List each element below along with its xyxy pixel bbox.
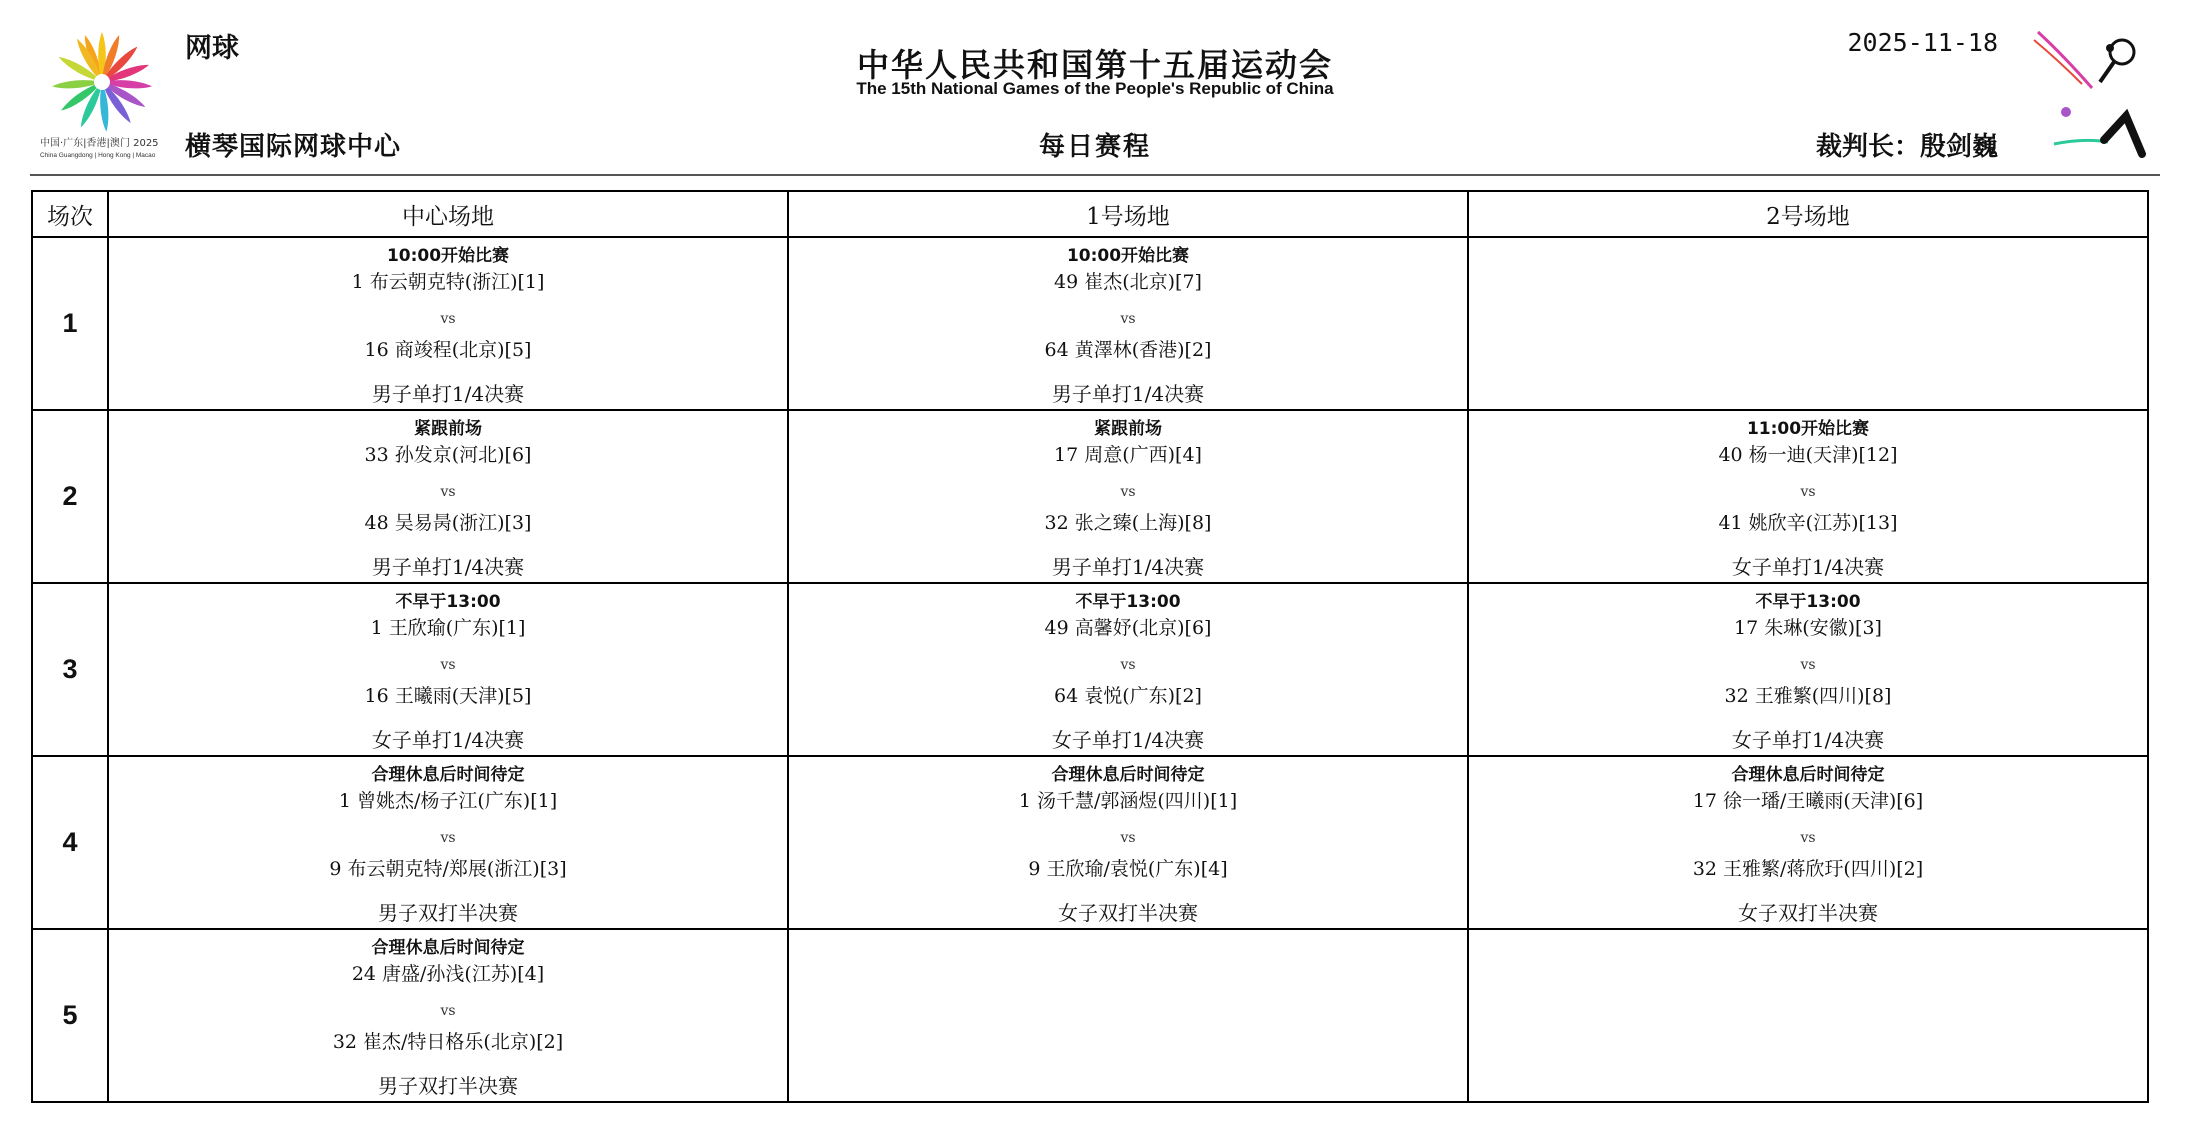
player-two: 9 王欣瑜/袁悦(广东)[4] [1028, 858, 1228, 880]
match-start-time: 10:00开始比赛 [386, 246, 510, 266]
match-card [789, 757, 1467, 928]
versus-label: vs [1800, 830, 1816, 846]
tennis-pictogram-icon [2024, 26, 2164, 158]
table-row [32, 756, 2148, 929]
player-one: 17 朱琳(安徽)[3] [1734, 617, 1882, 639]
versus-label: vs [440, 657, 456, 673]
player-one: 1 王欣瑜(广东)[1] [370, 617, 526, 639]
player-one: 49 高馨妤(北京)[6] [1044, 617, 1212, 639]
sport-name: 网球 [185, 33, 239, 64]
match-card [109, 238, 787, 409]
match-card [109, 584, 787, 755]
column-header-court-2: 2号场地 [1468, 191, 2148, 237]
round-number: 3 [32, 583, 108, 756]
schedule-date: 2025-11-18 [1847, 28, 1998, 57]
match-cell-court-2 [1468, 583, 2148, 756]
versus-label: vs [1120, 484, 1136, 500]
player-two: 9 布云朝克特/郑展(浙江)[3] [329, 858, 567, 880]
versus-label: vs [1800, 484, 1816, 500]
match-cell-court-1 [788, 237, 1468, 410]
versus-label: vs [1120, 830, 1136, 846]
table-row [32, 583, 2148, 756]
match-start-time: 不早于13:00 [1755, 592, 1861, 612]
player-two: 32 王雅繁(四川)[8] [1724, 685, 1892, 707]
match-cell-court-2 [1468, 756, 2148, 929]
match-start-time: 合理休息后时间待定 [1051, 765, 1205, 785]
match-cell-court-1 [788, 583, 1468, 756]
table-header-row [32, 191, 2148, 237]
match-card [1469, 411, 2147, 582]
match-card [1469, 930, 2147, 1101]
venue-name: 横琴国际网球中心 [185, 132, 402, 162]
column-header-center-court: 中心场地 [108, 191, 788, 237]
table-row [32, 929, 2148, 1102]
player-one: 17 周意(广西)[4] [1054, 444, 1202, 466]
match-cell-center-court [108, 237, 788, 410]
round-number: 4 [32, 756, 108, 929]
svg-text:China Guangdong | Hong Kong |: China Guangdong | Hong Kong | Macao [40, 152, 156, 159]
versus-label: vs [440, 1003, 456, 1019]
player-one: 33 孙发京(河北)[6] [364, 444, 532, 466]
event-name: 女子单打1/4决赛 [371, 728, 525, 752]
player-two: 48 吴易昺(浙江)[3] [364, 512, 532, 534]
page-title: 中华人民共和国第十五届运动会 [856, 46, 1333, 84]
referee-name: 裁判长：殷剑巍 [1815, 132, 1998, 162]
match-cell-court-1 [788, 756, 1468, 929]
match-cell-court-2 [1468, 929, 2148, 1102]
event-name: 男子单打1/4决赛 [1051, 382, 1205, 406]
match-cell-court-2 [1468, 237, 2148, 410]
round-number: 1 [32, 237, 108, 410]
event-name: 男子单打1/4决赛 [371, 382, 525, 406]
match-start-time: 不早于13:00 [1075, 592, 1181, 612]
match-cell-court-2 [1468, 410, 2148, 583]
table-row [32, 410, 2148, 583]
player-one: 24 唐盛/孙浅(江苏)[4] [351, 963, 545, 985]
header-divider [30, 174, 2160, 176]
schedule-table [31, 190, 2149, 1103]
match-card [1469, 757, 2147, 928]
player-one: 40 杨一迪(天津)[12] [1718, 444, 1898, 466]
event-name: 女子双打半决赛 [1738, 901, 1878, 925]
player-two: 32 张之臻(上海)[8] [1044, 512, 1212, 534]
match-cell-court-1 [788, 410, 1468, 583]
match-card [1469, 584, 2147, 755]
match-cell-center-court [108, 929, 788, 1102]
match-start-time: 紧跟前场 [1094, 419, 1162, 439]
column-header-round: 场次 [32, 191, 108, 237]
player-two: 41 姚欣辛(江苏)[13] [1718, 512, 1898, 534]
event-name: 男子单打1/4决赛 [371, 555, 525, 579]
match-start-time: 10:00开始比赛 [1066, 246, 1190, 266]
event-name: 男子双打半决赛 [378, 1074, 518, 1098]
event-name: 男子双打半决赛 [378, 901, 518, 925]
column-header-court-1: 1号场地 [788, 191, 1468, 237]
player-two: 16 王曦雨(天津)[5] [364, 685, 532, 707]
match-start-time: 不早于13:00 [395, 592, 501, 612]
versus-label: vs [440, 484, 456, 500]
player-two: 64 袁悦(广东)[2] [1054, 685, 1202, 707]
page-subtitle: The 15th National Games of the People's Republic of China [856, 79, 1334, 98]
versus-label: vs [440, 311, 456, 327]
event-name: 男子单打1/4决赛 [1051, 555, 1205, 579]
player-one: 1 汤千慧/郭涵煜(四川)[1] [1018, 790, 1238, 812]
event-name: 女子单打1/4决赛 [1051, 728, 1205, 752]
match-start-time: 11:00开始比赛 [1746, 419, 1870, 439]
match-card [789, 584, 1467, 755]
player-one: 1 曾姚杰/杨子江(广东)[1] [338, 790, 558, 812]
event-name: 女子单打1/4决赛 [1731, 555, 1885, 579]
player-two: 32 王雅繁/蒋欣玗(四川)[2] [1692, 858, 1924, 880]
match-card [789, 238, 1467, 409]
match-start-time: 合理休息后时间待定 [371, 765, 525, 785]
round-number: 5 [32, 929, 108, 1102]
match-card [109, 411, 787, 582]
player-two: 16 商竣程(北京)[5] [364, 339, 532, 361]
match-card [109, 757, 787, 928]
match-cell-center-court [108, 583, 788, 756]
match-card [789, 411, 1467, 582]
match-card [789, 930, 1467, 1101]
versus-label: vs [1800, 657, 1816, 673]
match-cell-center-court [108, 756, 788, 929]
player-two: 32 崔杰/特日格乐(北京)[2] [332, 1031, 564, 1053]
player-one: 17 徐一璠/王曦雨(天津)[6] [1692, 790, 1924, 812]
round-number: 2 [32, 410, 108, 583]
svg-text:中国·广东|香港|澳门 2025: 中国·广东|香港|澳门 2025 [40, 138, 159, 149]
versus-label: vs [440, 830, 456, 846]
player-one: 49 崔杰(北京)[7] [1054, 271, 1202, 293]
player-one: 1 布云朝克特(浙江)[1] [351, 271, 545, 293]
match-start-time: 合理休息后时间待定 [371, 938, 525, 958]
event-name: 女子单打1/4决赛 [1731, 728, 1885, 752]
match-start-time: 合理休息后时间待定 [1731, 765, 1885, 785]
versus-label: vs [1120, 657, 1136, 673]
match-cell-center-court [108, 410, 788, 583]
match-cell-court-1 [788, 929, 1468, 1102]
document-type: 每日赛程 [1038, 132, 1151, 162]
match-start-time: 紧跟前场 [414, 419, 482, 439]
match-card [1469, 238, 2147, 409]
event-name: 女子双打半决赛 [1058, 901, 1198, 925]
player-two: 64 黄澤林(香港)[2] [1044, 339, 1212, 361]
versus-label: vs [1120, 311, 1136, 327]
table-row [32, 237, 2148, 410]
match-card [109, 930, 787, 1101]
